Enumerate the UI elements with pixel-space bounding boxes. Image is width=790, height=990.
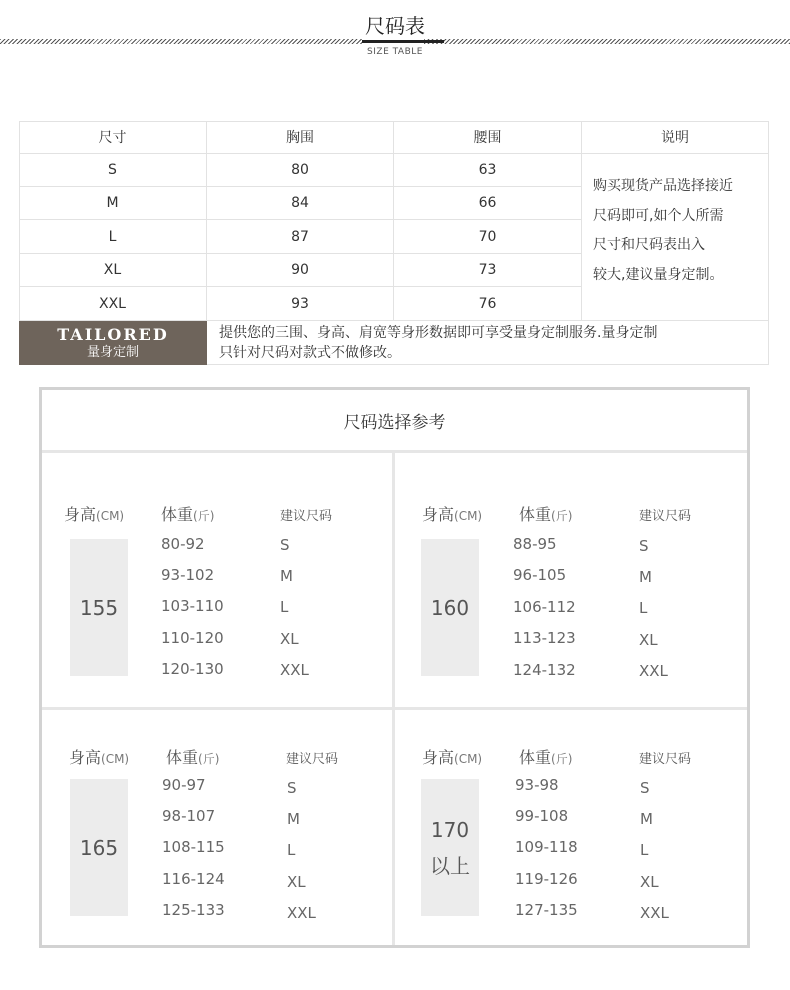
recommended-size-label: 建议尺码 xyxy=(639,752,692,767)
weight-range: 124-132 xyxy=(513,661,576,679)
tailored-logo-cn: 量身定制 xyxy=(86,345,139,360)
header-underline xyxy=(362,40,444,43)
reference-panel-165 xyxy=(42,710,392,945)
weight-range: 116-124 xyxy=(162,870,225,888)
tailored-logo xyxy=(19,321,207,365)
weight-range: 120-130 xyxy=(161,660,224,678)
weight-range: 103-110 xyxy=(161,597,224,615)
column-header-size: 尺寸 xyxy=(19,121,207,154)
height-value: 165 xyxy=(79,835,119,860)
weight-range: 125-133 xyxy=(162,901,225,919)
table-cell-waist: 66 xyxy=(394,187,582,220)
weight-label: 体重(斤) xyxy=(519,748,573,767)
weight-label: 体重(斤) xyxy=(519,505,573,524)
table-cell-bust: 87 xyxy=(207,220,394,254)
size-value: XXL xyxy=(639,662,668,680)
height-value-box xyxy=(421,779,479,916)
size-value: S xyxy=(640,779,650,797)
weight-label: 体重(斤) xyxy=(166,748,220,767)
size-value: M xyxy=(640,810,653,828)
column-header-waist: 腰围 xyxy=(394,121,582,154)
height-value: 170 xyxy=(430,817,470,842)
size-value: M xyxy=(287,810,300,828)
weight-range: 110-120 xyxy=(161,629,224,647)
recommended-size-label: 建议尺码 xyxy=(280,509,333,524)
table-cell-waist: 63 xyxy=(394,154,582,187)
table-cell-bust: 80 xyxy=(207,154,394,187)
weight-range: 108-115 xyxy=(162,838,225,856)
page-header xyxy=(0,0,790,70)
weight-range: 109-118 xyxy=(515,838,578,856)
column-header-bust: 胸围 xyxy=(207,121,394,154)
table-cell-bust: 84 xyxy=(207,187,394,220)
height-label: 身高(CM) xyxy=(422,505,483,524)
height-value: 155 xyxy=(79,595,119,620)
recommended-size-label: 建议尺码 xyxy=(286,752,339,767)
size-value: XXL xyxy=(287,904,316,922)
weight-range: 127-135 xyxy=(515,901,578,919)
size-note-line: 较大,建议量身定制。 xyxy=(593,266,724,283)
table-cell-bust: 93 xyxy=(207,287,394,321)
tailored-logo-en: TAILORED xyxy=(57,325,169,344)
size-value: XXL xyxy=(280,661,309,679)
weight-label: 体重(斤) xyxy=(161,505,215,524)
header-hatch-right xyxy=(424,39,790,44)
table-cell-size: M xyxy=(19,187,207,220)
table-cell-bust: 90 xyxy=(207,254,394,287)
height-label: 身高(CM) xyxy=(69,748,130,767)
size-note-line: 尺码即可,如个人所需 xyxy=(593,207,724,224)
size-note-line: 购买现货产品选择接近 xyxy=(593,178,733,194)
size-value: L xyxy=(639,599,648,617)
size-table xyxy=(19,121,769,365)
size-value: L xyxy=(280,598,289,616)
reference-panel-170-plus xyxy=(395,710,747,945)
weight-range: 93-102 xyxy=(161,566,215,584)
size-reference-title: 尺码选择参考 xyxy=(42,390,747,453)
tailored-description-line: 只针对尺码对款式不做修改。 xyxy=(219,345,401,361)
header-hatch-left xyxy=(0,39,364,44)
table-cell-waist: 70 xyxy=(394,220,582,254)
size-value: XL xyxy=(640,873,659,891)
size-value: XL xyxy=(280,630,299,648)
page-subtitle: SIZE TABLE xyxy=(367,47,423,57)
reference-panel-155 xyxy=(42,456,392,707)
height-value: 160 xyxy=(430,595,470,620)
recommended-size-label: 建议尺码 xyxy=(639,509,692,524)
weight-range: 90-97 xyxy=(162,776,206,794)
height-value-suffix: 以上 xyxy=(430,853,470,878)
tailored-description xyxy=(207,321,769,365)
weight-range: 99-108 xyxy=(515,807,569,825)
weight-range: 96-105 xyxy=(513,566,567,584)
weight-range: 80-92 xyxy=(161,535,205,553)
height-value-box xyxy=(70,539,128,676)
page-title: 尺码表 xyxy=(365,14,425,38)
size-reference-box xyxy=(39,387,750,948)
table-cell-size: XL xyxy=(19,254,207,287)
height-value-box xyxy=(421,539,479,676)
weight-range: 113-123 xyxy=(513,629,576,647)
weight-range: 93-98 xyxy=(515,776,559,794)
table-cell-waist: 73 xyxy=(394,254,582,287)
size-value: L xyxy=(640,841,649,859)
table-cell-size: L xyxy=(19,220,207,254)
weight-range: 98-107 xyxy=(162,807,216,825)
height-value-box xyxy=(70,779,128,916)
weight-range: 88-95 xyxy=(513,535,557,553)
size-note-line: 尺寸和尺码表出入 xyxy=(593,237,705,253)
weight-range: 106-112 xyxy=(513,598,576,616)
table-cell-waist: 76 xyxy=(394,287,582,321)
table-cell-size: XXL xyxy=(19,287,207,321)
size-value: XXL xyxy=(640,904,669,922)
reference-panel-160 xyxy=(395,456,747,707)
weight-range: 119-126 xyxy=(515,870,578,888)
size-value: S xyxy=(287,779,297,797)
size-note xyxy=(582,154,769,321)
size-value: L xyxy=(287,841,296,859)
height-label: 身高(CM) xyxy=(422,748,483,767)
height-label: 身高(CM) xyxy=(64,505,125,524)
size-value: M xyxy=(280,567,293,585)
size-value: M xyxy=(639,568,652,586)
size-value: S xyxy=(639,537,649,555)
size-value: XL xyxy=(639,631,658,649)
column-header-note: 说明 xyxy=(582,121,769,154)
size-value: S xyxy=(280,536,290,554)
tailored-description-line: 提供您的三围、身高、肩宽等身形数据即可享受量身定制服务.量身定制 xyxy=(219,325,658,341)
table-cell-size: S xyxy=(19,154,207,187)
size-value: XL xyxy=(287,873,306,891)
